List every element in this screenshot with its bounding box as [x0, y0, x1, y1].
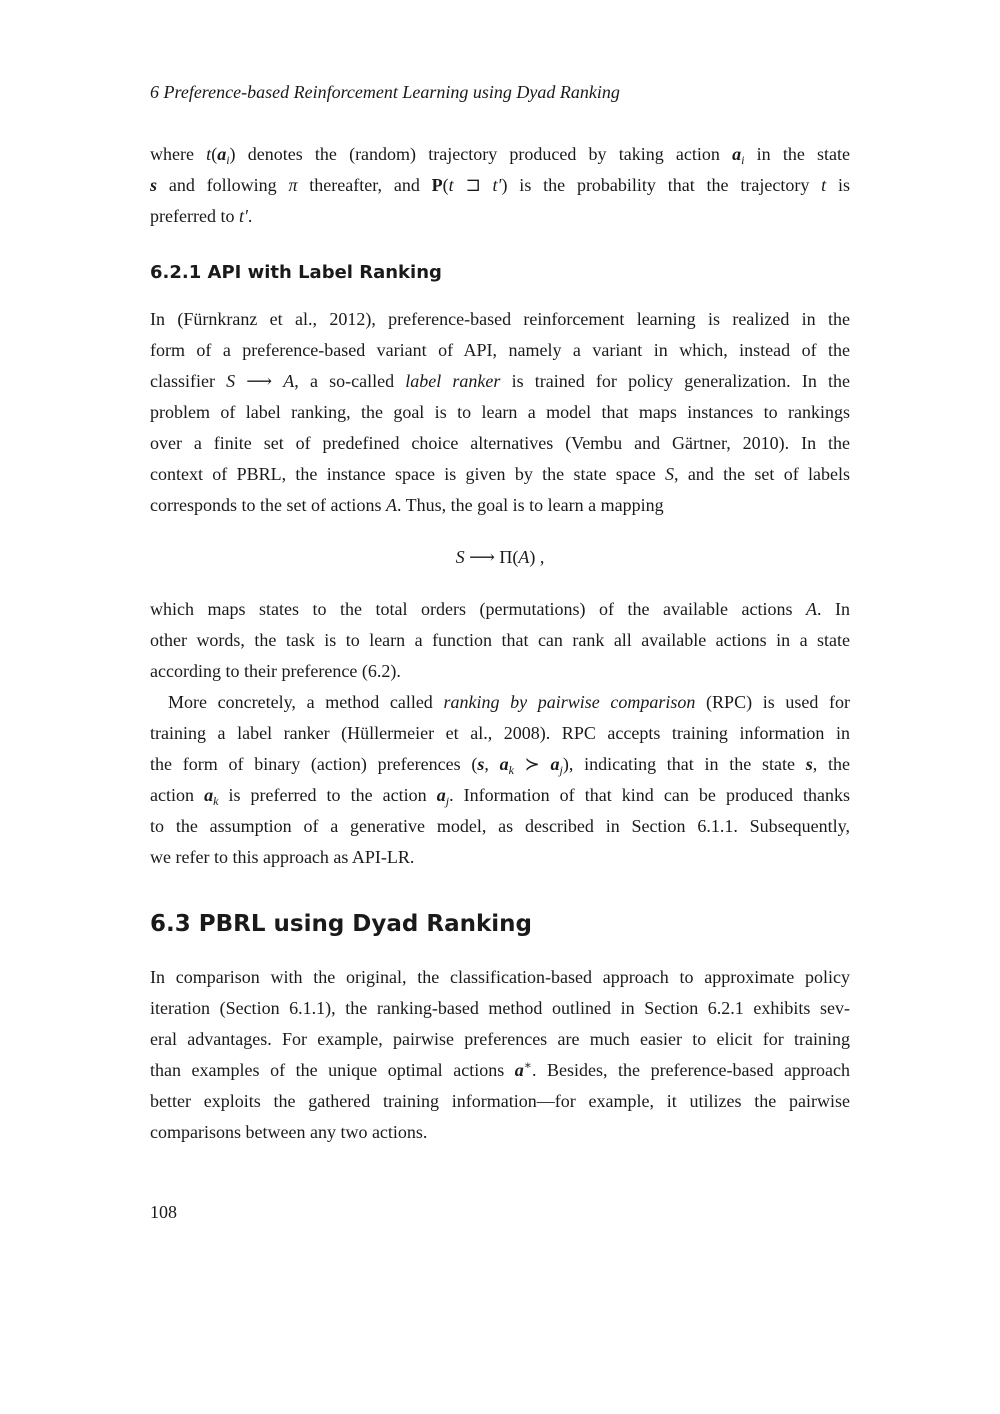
text-run: context of PBRL, the instance space is given by the state space [150, 464, 666, 484]
text-run: which maps states to the total orders (permutations) of the available actions [150, 599, 806, 619]
paragraph-label-ranking [150, 304, 850, 521]
text-run: ⟶ [235, 371, 284, 391]
text-run: over a finite set of predefined choice alternatives (Vembu and Gärtner, 2010). In the [150, 433, 850, 453]
text-line [150, 811, 850, 842]
math-symbol: k [508, 763, 514, 777]
text-line [150, 1086, 850, 1117]
text-run: is trained for policy generalization. In the [500, 371, 850, 391]
paragraph-rpc [150, 687, 850, 873]
math-symbol: t′ [238, 206, 248, 226]
text-line [150, 687, 850, 718]
math-symbol: a [732, 144, 742, 164]
math-symbol: a [217, 144, 227, 164]
text-run: . Besides, the preference-based approach [531, 1060, 850, 1080]
math-symbol: t′ [492, 175, 502, 195]
text-run: . [247, 206, 253, 226]
text-line [150, 170, 850, 201]
text-run: in the state [744, 144, 850, 164]
text-run: than examples of the unique optimal actions [150, 1060, 515, 1080]
page-number: 108 [150, 1202, 177, 1222]
text-run: we refer to this approach as API-LR. [150, 847, 415, 867]
text-run: . Information of that kind can be produced thanks [449, 785, 851, 805]
text-run: where [150, 144, 207, 164]
text-run: other words, the task is to learn a function that can rank all available actions in a state [150, 630, 850, 650]
text-run: is [826, 175, 850, 195]
math-symbol: i [741, 153, 745, 167]
text-run: problem of label ranking, the goal is to learn a model that maps instances to rankings [150, 402, 850, 422]
text-run: thereafter, and [297, 175, 432, 195]
text-run: training a label ranker (Hüllermeier et al., 2008). RPC accepts training information in [150, 723, 850, 743]
math-symbol: ∗ [523, 1058, 532, 1072]
text-run: ( [211, 144, 218, 164]
text-run: , and the set of labels [674, 464, 850, 484]
text-line [150, 1024, 850, 1055]
text-run: . Thus, the goal is to learn a mapping [396, 495, 664, 515]
math-symbol: j [559, 763, 563, 777]
text-line [150, 993, 850, 1024]
math-symbol: π [288, 175, 298, 195]
paragraph-trajectory [150, 139, 850, 232]
text-run: corresponds to the set of actions [150, 495, 386, 515]
text-run: comparisons between any two actions. [150, 1122, 428, 1142]
text-run: . In [816, 599, 850, 619]
text-run: , a so-called [294, 371, 406, 391]
text-run: ) , [529, 547, 545, 567]
math-symbol: s [805, 754, 813, 774]
text-run: ⊐ [453, 175, 493, 195]
math-symbol: t [448, 175, 454, 195]
math-symbol: A [385, 495, 397, 515]
math-symbol: t [821, 175, 827, 195]
running-header: 6 Preference-based Reinforcement Learning using Dyad Ranking [150, 82, 620, 102]
text-run: classifier [150, 371, 227, 391]
math-symbol: a [550, 754, 560, 774]
text-run: , the [812, 754, 850, 774]
text-run: ( [442, 175, 449, 195]
text-line [150, 139, 850, 170]
text-line [150, 594, 850, 625]
text-run: In comparison with the original, the classification-based approach to approximate policy [150, 967, 850, 987]
text-run: ≻ [513, 754, 551, 774]
text-line [150, 718, 850, 749]
text-line [150, 366, 850, 397]
text-line [150, 749, 850, 780]
text-run: eral advantages. For example, pairwise preferences are much easier to elicit for training [150, 1029, 850, 1049]
math-symbol: A [283, 371, 295, 391]
text-run: according to their preference (6.2). [150, 661, 401, 681]
math-symbol: S [455, 547, 465, 567]
text-run: In (Fürnkranz et al., 2012), preference-based reinforcement learning is realized in the [150, 309, 850, 329]
math-symbol: a [204, 785, 214, 805]
text-line [150, 1055, 850, 1086]
text-line [150, 1117, 850, 1148]
display-equation [150, 542, 850, 573]
math-symbol: j [445, 794, 450, 808]
text-line [150, 459, 850, 490]
math-symbol: A [518, 547, 530, 567]
text-line [150, 656, 850, 687]
math-symbol: s [477, 754, 485, 774]
math-symbol: A [805, 599, 817, 619]
text-run: action [150, 785, 205, 805]
text-line [150, 490, 850, 521]
text-line [150, 397, 850, 428]
text-run: form of a preference-based variant of API, namely a variant in which, instead of the [150, 340, 850, 360]
text-run: is preferred to the action [218, 785, 437, 805]
math-symbol: label ranker [405, 371, 501, 391]
text-run: ), indicating that in the state [562, 754, 806, 774]
math-symbol: S [665, 464, 675, 484]
text-run: More concretely, a method called [168, 692, 444, 712]
text-line [150, 335, 850, 366]
text-run: ) is the probability that the trajectory [501, 175, 822, 195]
text-run: ⟶ Π( [464, 547, 519, 567]
paragraph-permutations [150, 594, 850, 687]
text-line [150, 304, 850, 335]
text-run: and following [157, 175, 289, 195]
text-run: to the assumption of a generative model, as described in Section 6.1.1. Subsequently, [150, 816, 850, 836]
math-symbol: ranking by pairwise comparison [443, 692, 696, 712]
text-line [150, 842, 850, 873]
section-heading: 6.3 PBRL using Dyad Ranking [150, 911, 533, 937]
math-symbol: P [431, 175, 443, 195]
math-symbol: t [206, 144, 212, 164]
text-run: better exploits the gathered training information—for example, it utilizes the pairwise [150, 1091, 850, 1111]
text-run: preferred to [150, 206, 239, 226]
text-line [150, 428, 850, 459]
text-line [150, 780, 850, 811]
paragraph-comparison [150, 962, 850, 1148]
text-run: iteration (Section 6.1.1), the ranking-based method outlined in Section 6.2.1 exhibits sev- [150, 998, 850, 1018]
text-run: ) denotes the (random) trajectory produced by taking action [229, 144, 733, 164]
text-line [150, 962, 850, 993]
text-line [150, 625, 850, 656]
text-run: the form of binary (action) preferences ( [150, 754, 478, 774]
math-symbol: a [499, 754, 509, 774]
subsection-heading: 6.2.1 API with Label Ranking [150, 262, 442, 283]
math-symbol: i [226, 153, 230, 167]
math-symbol: s [150, 175, 158, 195]
math-symbol: a [514, 1060, 524, 1080]
math-symbol: k [213, 794, 219, 808]
text-line [150, 201, 850, 232]
math-symbol: a [436, 785, 446, 805]
text-run: (RPC) is used for [695, 692, 850, 712]
math-symbol: S [226, 371, 236, 391]
text-run: , [484, 754, 500, 774]
